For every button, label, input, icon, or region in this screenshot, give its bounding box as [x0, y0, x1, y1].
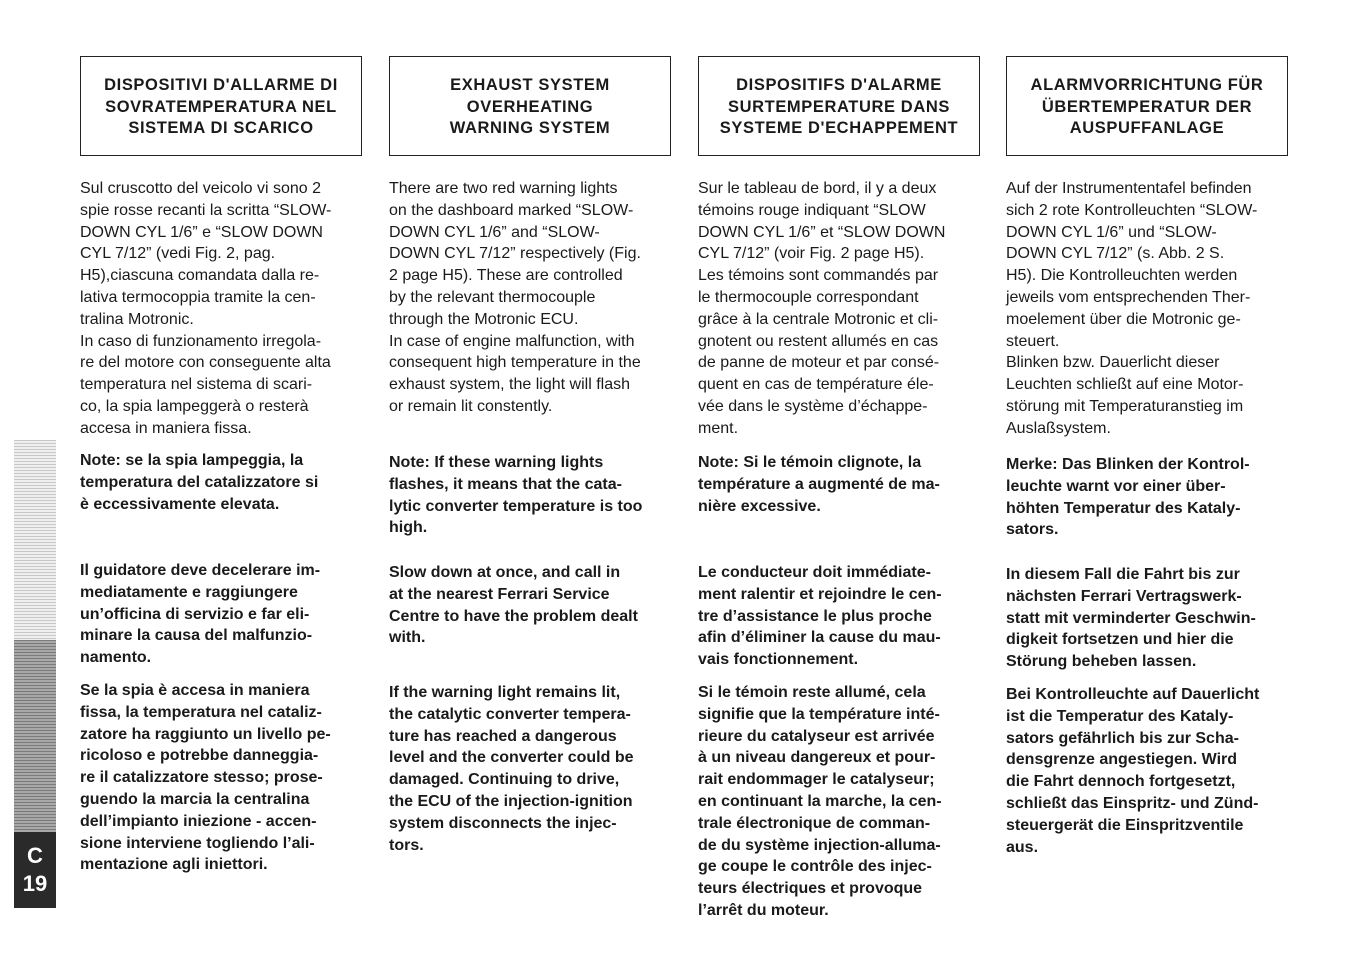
- column-italian: [80, 56, 362, 440]
- section-title-box: [698, 56, 980, 156]
- lit-paragraph-english: If the warning light remains lit, the catalytic converter tempera- ture has reached a dangerous level and the converter could be damaged. Continuing to drive, the ECU of the injection-ignition system disconnects the injec- tors.: [389, 684, 634, 854]
- action-paragraph-english: Slow down at once, and call in at the nearest Ferrari Service Centre to have the problem dealt with.: [389, 564, 638, 647]
- note-paragraph-french: Note: Si le témoin clignote, la température a augmenté de ma- nière excessive.: [698, 454, 940, 515]
- lit-paragraph-italian: Se la spia è accesa in maniera fissa, la temperatura nel cataliz- zatore ha raggiunto un livello pe- ricoloso e potrebbe danneggia- re il catalizzatore stesso; prose- guendo la marcia la centralina dell’impianto iniezione - accen- sione interviene togliendo l’ali- mentazione agli iniettori.: [80, 682, 331, 874]
- intro-paragraph: Sul cruscotto del veicolo vi sono 2 spie rosse recanti la scritta “SLOW- DOWN CYL 1/6” e “SLOW DOWN CYL 7/12” (vedi Fig. 2, pag. H5),ciascuna comandata dalla re- lativa termocoppia tramite la cen- tralina Motronic. In caso di funzionamento irregola- re del motore con conseguente alta temperatura nel sistema di scari- co, la spia lampeggerà o resterà accesa in maniera fissa.: [80, 180, 332, 437]
- section-title: ALARMVORRICHTUNG FÜR ÜBERTEMPERATUR DER AUSPUFFANLAGE: [1030, 76, 1264, 137]
- intro-paragraph: Auf der Instrumententafel befinden sich 2 rote Kontrolleuchten “SLOW- DOWN CYL 1/6” und “SLOW- DOWN CYL 7/12” (s. Abb. 2 S. H5). Die Kontrolleuchten werden jeweils vom entsprechenden Ther- moelement über die Motronic ge- steuert. Blinken bzw. Dauerlicht dieser Leuchten schließt auf eine Motor- störung mit Temperaturanstieg im Auslaßsystem.: [1006, 180, 1258, 437]
- note-paragraph-english: Note: If these warning lights flashes, it means that the cata- lytic converter temperature is too high.: [389, 454, 643, 537]
- action-paragraph-italian: Il guidatore deve decelerare im- mediatamente e raggiungere un’officina di servizio e far eli- minare la causa del malfunzio- namento.: [80, 562, 321, 667]
- lit-paragraph-french: Si le témoin reste allumé, cela signifie que la température inté- rieure du catalyseur est arrivée à un niveau dangereux et pour- rait endommager le catalyseur; en continuant la marche, la cen- trale électronique de comman- de du système injection-alluma- ge coupe le contrôle des injec- teurs électriques et provoque l’arrêt du moteur.: [698, 684, 942, 919]
- column-german: [1006, 56, 1288, 440]
- section-title: EXHAUST SYSTEM OVERHEATING WARNING SYSTEM: [449, 76, 611, 137]
- lit-paragraph-german: Bei Kontrolleuchte auf Dauerlicht ist die Temperatur des Kataly- sators gefährlich bis zur Scha- densgrenze angestiegen. Wird die Fahrt dennoch fortgesetzt, schließt das Einspritz- und Zünd- steuergerät die Einspritzventile aus.: [1006, 686, 1260, 856]
- section-title: DISPOSITIVI D'ALLARME DI SOVRATEMPERATURA NEL SISTEMA DI SCARICO: [104, 76, 338, 137]
- column-french: [698, 56, 980, 440]
- section-title-box: [80, 56, 362, 156]
- section-title-box: [1006, 56, 1288, 156]
- page-tab-label: [14, 832, 56, 908]
- action-paragraph-german: In diesem Fall die Fahrt bis zur nächsten Ferrari Vertragswerk- statt mit verminderter Geschwin- digkeit fortsetzen und hier die Störung beheben lassen.: [1006, 566, 1256, 671]
- page-section-letter: C: [27, 843, 43, 868]
- section-title-box: [389, 56, 671, 156]
- page-number: 19: [22, 871, 48, 896]
- note-paragraph-german: Merke: Das Blinken der Kontrol- leuchte warnt vor einer über- höhten Temperatur des Kataly- sators.: [1006, 456, 1250, 539]
- section-title: DISPOSITIFS D'ALARME SURTEMPERATURE DANS SYSTEME D'ECHAPPEMENT: [719, 76, 959, 137]
- intro-paragraph: There are two red warning lights on the dashboard marked “SLOW- DOWN CYL 1/6” and “SLOW- DOWN CYL 7/12” respectively (Fig. 2 page H5). These are controlled by the relevant thermocouple through the Motronic ECU. In case of engine malfunction, with consequent high temperature in the exhaust system, the light will flash or remain lit constently.: [389, 180, 641, 415]
- action-paragraph-french: Le conducteur doit immédiate- ment ralentir et rejoindre le cen- tre d’assistance le plus proche afin d’éliminer la cause du mau- vais fonctionnement.: [698, 564, 942, 669]
- note-paragraph-italian: Note: se la spia lampeggia, la temperatura del catalizzatore si è eccessivamente elevata.: [80, 452, 319, 513]
- column-english: [389, 56, 671, 418]
- intro-paragraph: Sur le tableau de bord, il y a deux témoins rouge indiquant “SLOW DOWN CYL 1/6” et “SLOW DOWN CYL 7/12” (voir Fig. 2 page H5). Les témoins sont commandés par le thermocouple correspondant grâce à la centrale Motronic et cli- gnotent ou restent allumés en cas de panne de moteur et par consé- quent en cas de température éle- vée dans le système d’échappe- ment.: [698, 180, 946, 437]
